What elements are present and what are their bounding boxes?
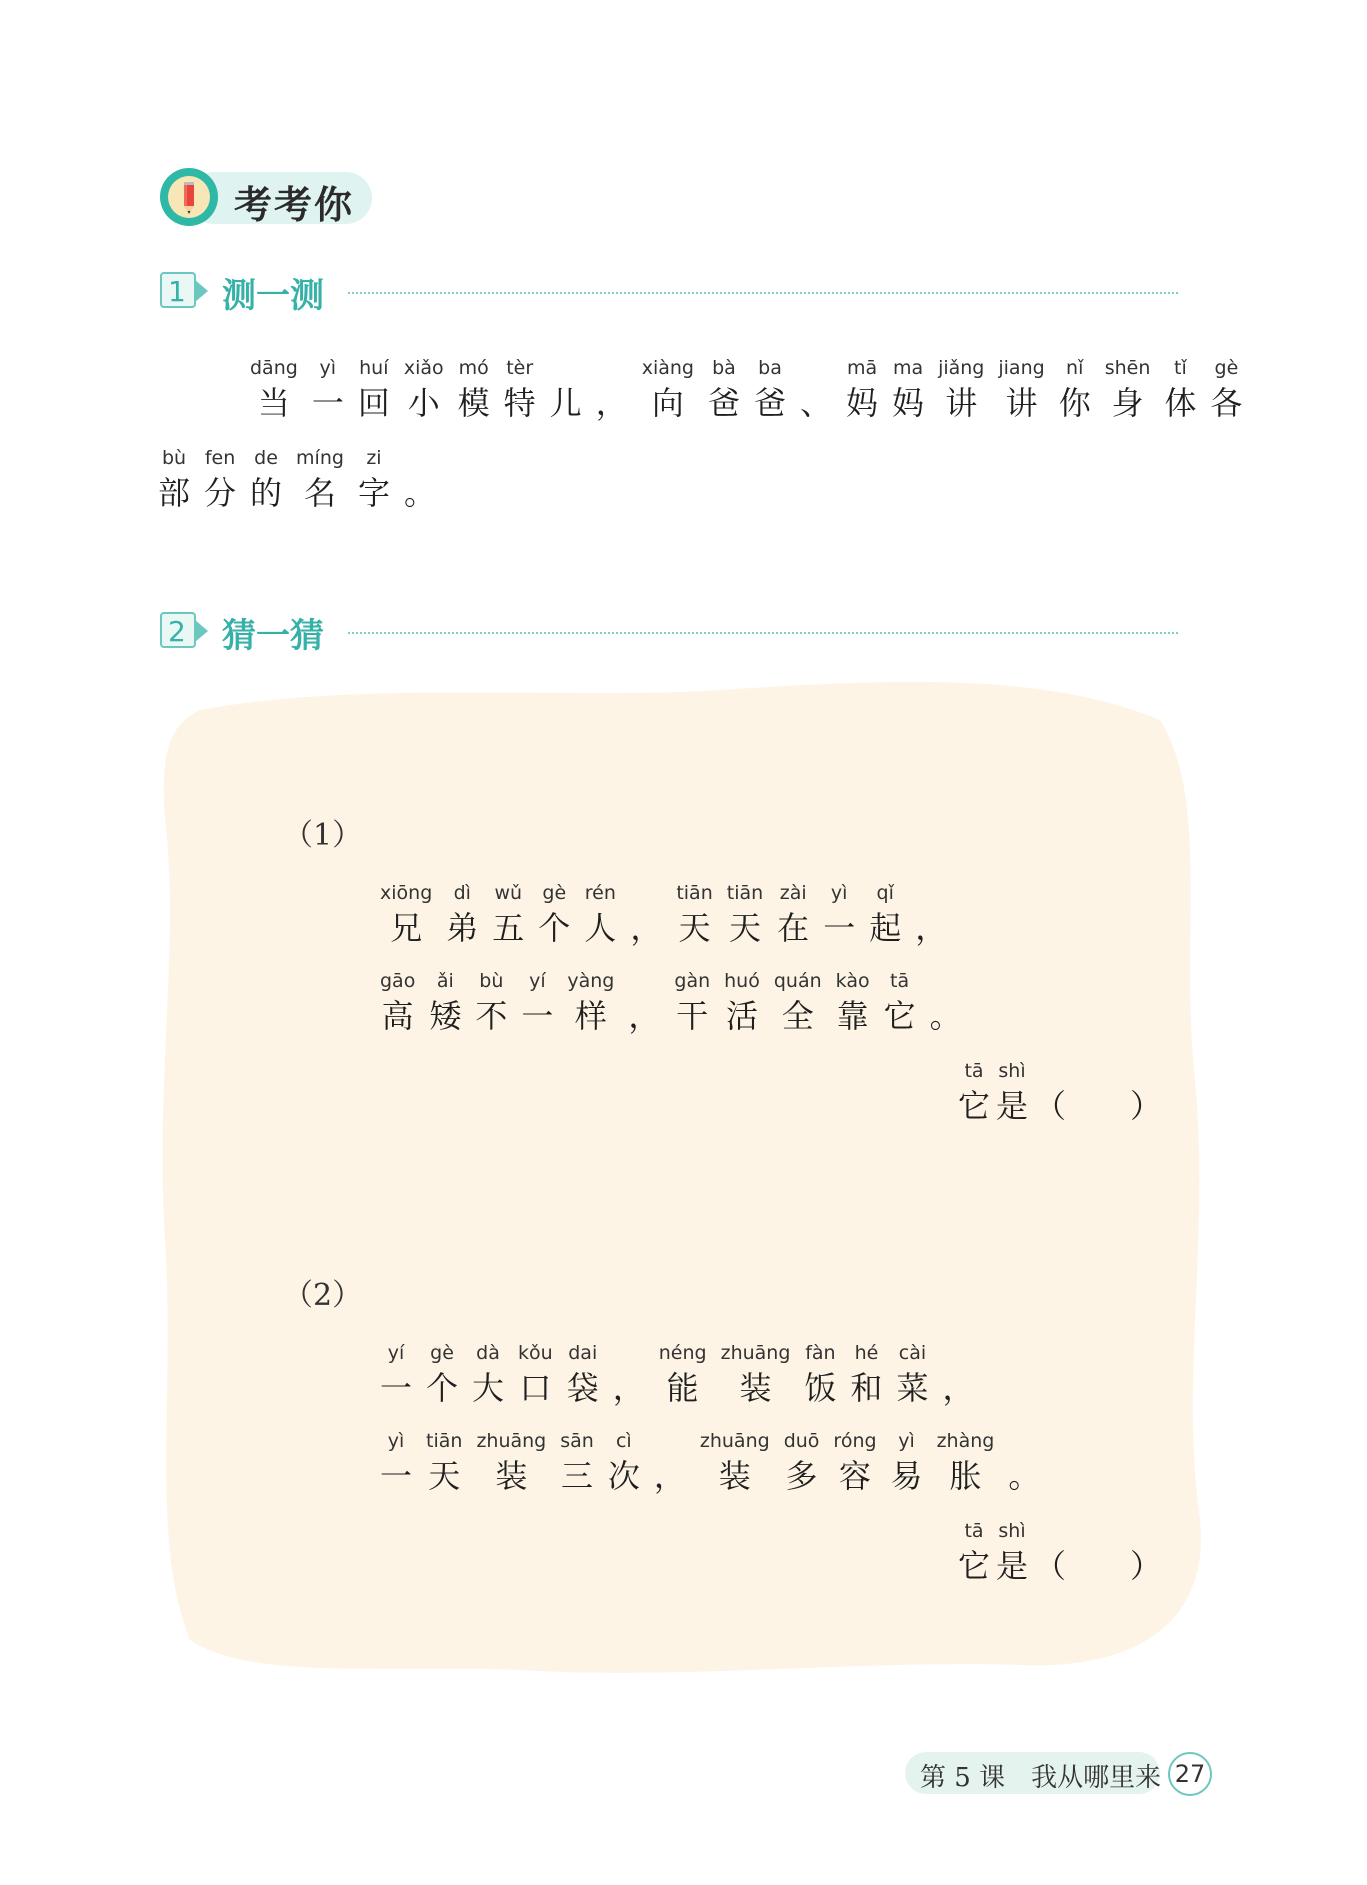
pinyin: sān: [560, 1430, 594, 1452]
pinyin: fàn: [805, 1342, 836, 1364]
character-with-pinyin: [942, 1340, 974, 1410]
pinyin: míng: [296, 447, 344, 469]
footer-lesson-title: 第 5 课 我从哪里来: [920, 1763, 1162, 1793]
hanzi: 身: [1111, 384, 1144, 422]
pinyin: cì: [615, 1430, 632, 1452]
hanzi: 起: [869, 909, 902, 947]
character-with-pinyin: [823, 880, 855, 950]
hanzi: 不: [475, 997, 508, 1035]
question-1-number: （1）: [283, 818, 363, 853]
pinyin: tā: [964, 1520, 984, 1542]
pinyin: tiān: [426, 1430, 463, 1452]
hanzi: 回: [357, 384, 390, 422]
hanzi: ，: [653, 1457, 686, 1495]
hanzi: 一: [521, 997, 554, 1035]
pinyin: hé: [854, 1342, 879, 1364]
section-number: 2: [160, 612, 196, 648]
character-with-pinyin: [475, 968, 507, 1038]
section-1-line-1: [250, 355, 1256, 425]
pinyin: yí: [529, 970, 546, 992]
question-1-answer: [958, 1058, 1162, 1128]
hanzi: 三: [561, 1457, 594, 1495]
hanzi: 五: [492, 909, 525, 947]
pinyin: tiān: [726, 882, 764, 904]
question-2-number: （2）: [283, 1278, 363, 1313]
character-with-pinyin: [891, 1428, 923, 1498]
hanzi: ，: [595, 384, 628, 422]
pinyin: yì: [387, 1430, 405, 1452]
pinyin: zhàng: [936, 1430, 995, 1452]
pinyin: tā: [890, 970, 910, 992]
hanzi: 部: [158, 474, 191, 512]
hanzi: 胀: [949, 1457, 982, 1495]
hanzi: 。: [929, 997, 962, 1035]
pinyin: xiōng: [380, 882, 433, 904]
question-2-line-2: [380, 1428, 1054, 1498]
character-with-pinyin: [472, 1340, 504, 1410]
hanzi: 妈: [846, 384, 879, 422]
hanzi: 。: [403, 474, 436, 512]
character-with-pinyin: [158, 445, 190, 515]
pinyin: huí: [359, 357, 389, 379]
pinyin: tǐ: [1174, 357, 1187, 379]
character-with-pinyin: [777, 880, 809, 950]
character-with-pinyin: [784, 1428, 820, 1498]
character-with-pinyin: [721, 1340, 791, 1410]
hanzi: 天: [728, 909, 761, 947]
pinyin: ma: [892, 357, 924, 379]
character-with-pinyin: [628, 968, 660, 1038]
character-with-pinyin: [518, 1340, 553, 1410]
character-with-pinyin: [476, 1428, 546, 1498]
hanzi: 靠: [836, 997, 869, 1035]
character-with-pinyin: [596, 355, 628, 425]
character-with-pinyin: [958, 1058, 990, 1128]
section-label: 猜一猜: [222, 616, 324, 656]
pinyin: zhuāng: [699, 1430, 770, 1452]
pinyin: néng: [658, 1342, 707, 1364]
dotted-divider: [348, 632, 1178, 634]
hanzi: 装: [718, 1457, 751, 1495]
hanzi: ，: [630, 909, 663, 947]
hanzi: 人: [584, 909, 617, 947]
character-with-pinyin: [550, 355, 582, 425]
character-with-pinyin: [659, 1340, 707, 1410]
hanzi: ，: [942, 1369, 975, 1407]
character-with-pinyin: [250, 355, 298, 425]
section-number: 1: [160, 272, 196, 308]
hanzi: 爸: [707, 384, 740, 422]
hanzi: 的: [250, 474, 283, 512]
hanzi: 模: [457, 384, 490, 422]
hanzi: 口: [519, 1369, 552, 1407]
hanzi: 活: [725, 997, 758, 1035]
hanzi: 体: [1164, 384, 1197, 422]
character-with-pinyin: [938, 355, 984, 425]
character-with-pinyin: [446, 880, 478, 950]
section-label: 测一测: [222, 276, 324, 316]
character-with-pinyin: [296, 445, 344, 515]
character-with-pinyin: [800, 355, 832, 425]
pinyin: ǎi: [436, 970, 454, 992]
character-with-pinyin: [312, 355, 344, 425]
character-with-pinyin: [642, 355, 694, 425]
character-with-pinyin: [892, 355, 924, 425]
pinyin: dai: [568, 1342, 598, 1364]
hanzi: 多: [785, 1457, 818, 1495]
character-with-pinyin: [708, 355, 740, 425]
question-1-line-1: [380, 880, 961, 950]
character-with-pinyin: [996, 1518, 1028, 1588]
pinyin: de: [254, 447, 278, 469]
question-2-answer: [958, 1518, 1162, 1588]
question-2-line-1: [380, 1340, 988, 1410]
pinyin: cài: [898, 1342, 927, 1364]
pinyin: shì: [998, 1060, 1026, 1082]
hanzi: 一: [311, 384, 344, 422]
pinyin: huó: [724, 970, 760, 992]
character-with-pinyin: [727, 880, 763, 950]
hanzi: 是: [996, 1547, 1029, 1585]
character-with-pinyin: [724, 968, 760, 1038]
pinyin: xiǎo: [403, 357, 444, 379]
hanzi: 大: [472, 1369, 505, 1407]
character-with-pinyin: [774, 968, 822, 1038]
hanzi: 天: [678, 909, 711, 947]
character-with-pinyin: [846, 355, 878, 425]
hanzi: 干: [676, 997, 709, 1035]
hanzi: 一: [380, 1457, 413, 1495]
pinyin: duō: [783, 1430, 820, 1452]
character-with-pinyin: [404, 445, 436, 515]
pinyin: gāo: [380, 970, 416, 992]
character-with-pinyin: [358, 445, 390, 515]
hanzi: 个: [538, 909, 571, 947]
character-with-pinyin: [584, 880, 616, 950]
section-header-badge: [160, 168, 372, 226]
character-with-pinyin: [204, 445, 236, 515]
pinyin: zhuāng: [476, 1430, 547, 1452]
character-with-pinyin: [567, 1340, 599, 1410]
pinyin: róng: [833, 1430, 877, 1452]
pinyin: dì: [453, 882, 471, 904]
character-with-pinyin: [833, 1428, 876, 1498]
pinyin: dāng: [250, 357, 298, 379]
hanzi: 天: [428, 1457, 461, 1495]
pinyin: zhuāng: [720, 1342, 791, 1364]
pinyin: zi: [366, 447, 382, 469]
pinyin: yì: [319, 357, 337, 379]
section-1-line-2: [158, 445, 450, 515]
character-with-pinyin: [426, 1428, 462, 1498]
pinyin: mā: [846, 357, 878, 379]
hanzi: 全: [781, 997, 814, 1035]
character-with-pinyin: [380, 880, 432, 950]
pinyin: rén: [584, 882, 616, 904]
pinyin: jiang: [998, 357, 1045, 379]
answer-blank[interactable]: （ ）: [1034, 1087, 1163, 1125]
pinyin: ba: [758, 357, 782, 379]
hanzi: 在: [777, 909, 810, 947]
pinyin: fen: [204, 447, 236, 469]
hanzi: 分: [204, 474, 237, 512]
character-with-pinyin: [958, 1518, 990, 1588]
pinyin: gàn: [674, 970, 711, 992]
hanzi: 名: [303, 474, 336, 512]
hanzi: 讲: [1005, 384, 1038, 422]
pinyin: wǔ: [494, 882, 523, 904]
pinyin: zài: [779, 882, 807, 904]
hanzi: 次: [607, 1457, 640, 1495]
hanzi: 它: [958, 1087, 991, 1125]
hanzi: 当: [257, 384, 290, 422]
character-with-pinyin: [937, 1428, 995, 1498]
character-with-pinyin: [1008, 1428, 1040, 1498]
character-with-pinyin: [426, 1340, 458, 1410]
character-with-pinyin: [884, 968, 916, 1038]
pinyin: kǒu: [518, 1342, 553, 1364]
hanzi: 字: [357, 474, 390, 512]
pinyin: gè: [1214, 357, 1239, 379]
pinyin: tiān: [676, 882, 713, 904]
pinyin: shēn: [1104, 357, 1151, 379]
character-with-pinyin: [380, 1340, 412, 1410]
pinyin: gè: [430, 1342, 454, 1364]
pinyin: yàng: [567, 970, 615, 992]
character-with-pinyin: [380, 1428, 412, 1498]
character-with-pinyin: [358, 355, 390, 425]
section-1-heading: [160, 270, 1190, 316]
character-with-pinyin: [754, 355, 786, 425]
hanzi: 弟: [446, 909, 479, 947]
character-with-pinyin: [700, 1428, 770, 1498]
pinyin: quán: [773, 970, 822, 992]
pinyin: shì: [998, 1520, 1026, 1542]
hanzi: 是: [996, 1087, 1029, 1125]
pinyin: yì: [898, 1430, 915, 1452]
character-with-pinyin: [608, 1428, 640, 1498]
hanzi: 小: [407, 384, 440, 422]
hanzi: 易: [890, 1457, 923, 1495]
hanzi: 能: [666, 1369, 699, 1407]
hanzi: 个: [426, 1369, 459, 1407]
character-with-pinyin: [836, 968, 870, 1038]
character-with-pinyin: [380, 968, 415, 1038]
hanzi: 、: [800, 384, 833, 422]
character-with-pinyin: [869, 880, 901, 950]
hanzi: 装: [495, 1457, 528, 1495]
character-with-pinyin: [654, 1428, 686, 1498]
page-number: 27: [1168, 1752, 1212, 1796]
hanzi: 妈: [892, 384, 925, 422]
dotted-divider: [348, 292, 1178, 294]
character-with-pinyin: [1105, 355, 1151, 425]
character-with-pinyin: [804, 1340, 836, 1410]
character-with-pinyin: [613, 1340, 645, 1410]
hanzi: 兄: [390, 909, 423, 947]
character-with-pinyin: [676, 880, 712, 950]
hanzi: 和: [850, 1369, 883, 1407]
pinyin: tā: [964, 1060, 984, 1082]
pinyin: bù: [479, 970, 504, 992]
hanzi: 一: [380, 1369, 413, 1407]
character-with-pinyin: [560, 1428, 594, 1498]
hanzi: 袋: [566, 1369, 599, 1407]
character-with-pinyin: [996, 1058, 1028, 1128]
pinyin: kào: [835, 970, 870, 992]
hanzi: 你: [1058, 384, 1091, 422]
character-with-pinyin: [250, 445, 282, 515]
character-with-pinyin: [429, 968, 461, 1038]
character-with-pinyin: [492, 880, 524, 950]
character-with-pinyin: [630, 880, 662, 950]
hanzi: 。: [1008, 1457, 1041, 1495]
pinyin: bà: [712, 357, 736, 379]
hanzi: 儿: [549, 384, 582, 422]
hanzi: ，: [612, 1369, 645, 1407]
hanzi: 它: [883, 997, 916, 1035]
pinyin: dà: [476, 1342, 500, 1364]
pinyin: gè: [542, 882, 567, 904]
character-with-pinyin: [521, 968, 553, 1038]
character-with-pinyin: [1164, 355, 1196, 425]
character-with-pinyin: [404, 355, 444, 425]
character-with-pinyin: [1210, 355, 1242, 425]
pinyin: jiǎng: [938, 357, 985, 379]
character-with-pinyin: [915, 880, 947, 950]
hanzi: 讲: [945, 384, 978, 422]
question-1-line-2: [380, 968, 976, 1038]
hanzi: 高: [381, 997, 414, 1035]
character-with-pinyin: [1059, 355, 1091, 425]
character-with-pinyin: [674, 968, 710, 1038]
hanzi: 各: [1210, 384, 1243, 422]
pinyin: xiàng: [641, 357, 694, 379]
pinyin: qǐ: [876, 882, 894, 904]
hanzi: 装: [739, 1369, 772, 1407]
answer-blank[interactable]: （ ）: [1034, 1547, 1163, 1585]
character-with-pinyin: [930, 968, 962, 1038]
character-with-pinyin: [504, 355, 536, 425]
hanzi: 特: [503, 384, 536, 422]
pinyin: tèr: [506, 357, 534, 379]
character-with-pinyin: [850, 1340, 882, 1410]
pinyin: bù: [161, 447, 187, 469]
hanzi: 容: [838, 1457, 871, 1495]
hanzi: 它: [958, 1547, 991, 1585]
character-with-pinyin: [458, 355, 490, 425]
hanzi: 向: [651, 384, 684, 422]
hanzi: 一: [823, 909, 856, 947]
character-with-pinyin: [998, 355, 1044, 425]
hanzi: ，: [915, 909, 948, 947]
pinyin: nǐ: [1066, 357, 1084, 379]
pencil-icon: [160, 168, 218, 226]
pinyin: yí: [387, 1342, 405, 1364]
character-with-pinyin: [567, 968, 614, 1038]
section-2-heading: [160, 610, 1190, 656]
page-section-title: 考考你: [234, 183, 355, 227]
pinyin: mó: [458, 357, 489, 379]
hanzi: 菜: [896, 1369, 929, 1407]
hanzi: 矮: [429, 997, 462, 1035]
hanzi: 样: [574, 997, 607, 1035]
hanzi: ，: [628, 997, 661, 1035]
hanzi: 饭: [804, 1369, 837, 1407]
pinyin: yì: [830, 882, 848, 904]
character-with-pinyin: [896, 1340, 928, 1410]
character-with-pinyin: [538, 880, 570, 950]
hanzi: 爸: [754, 384, 787, 422]
